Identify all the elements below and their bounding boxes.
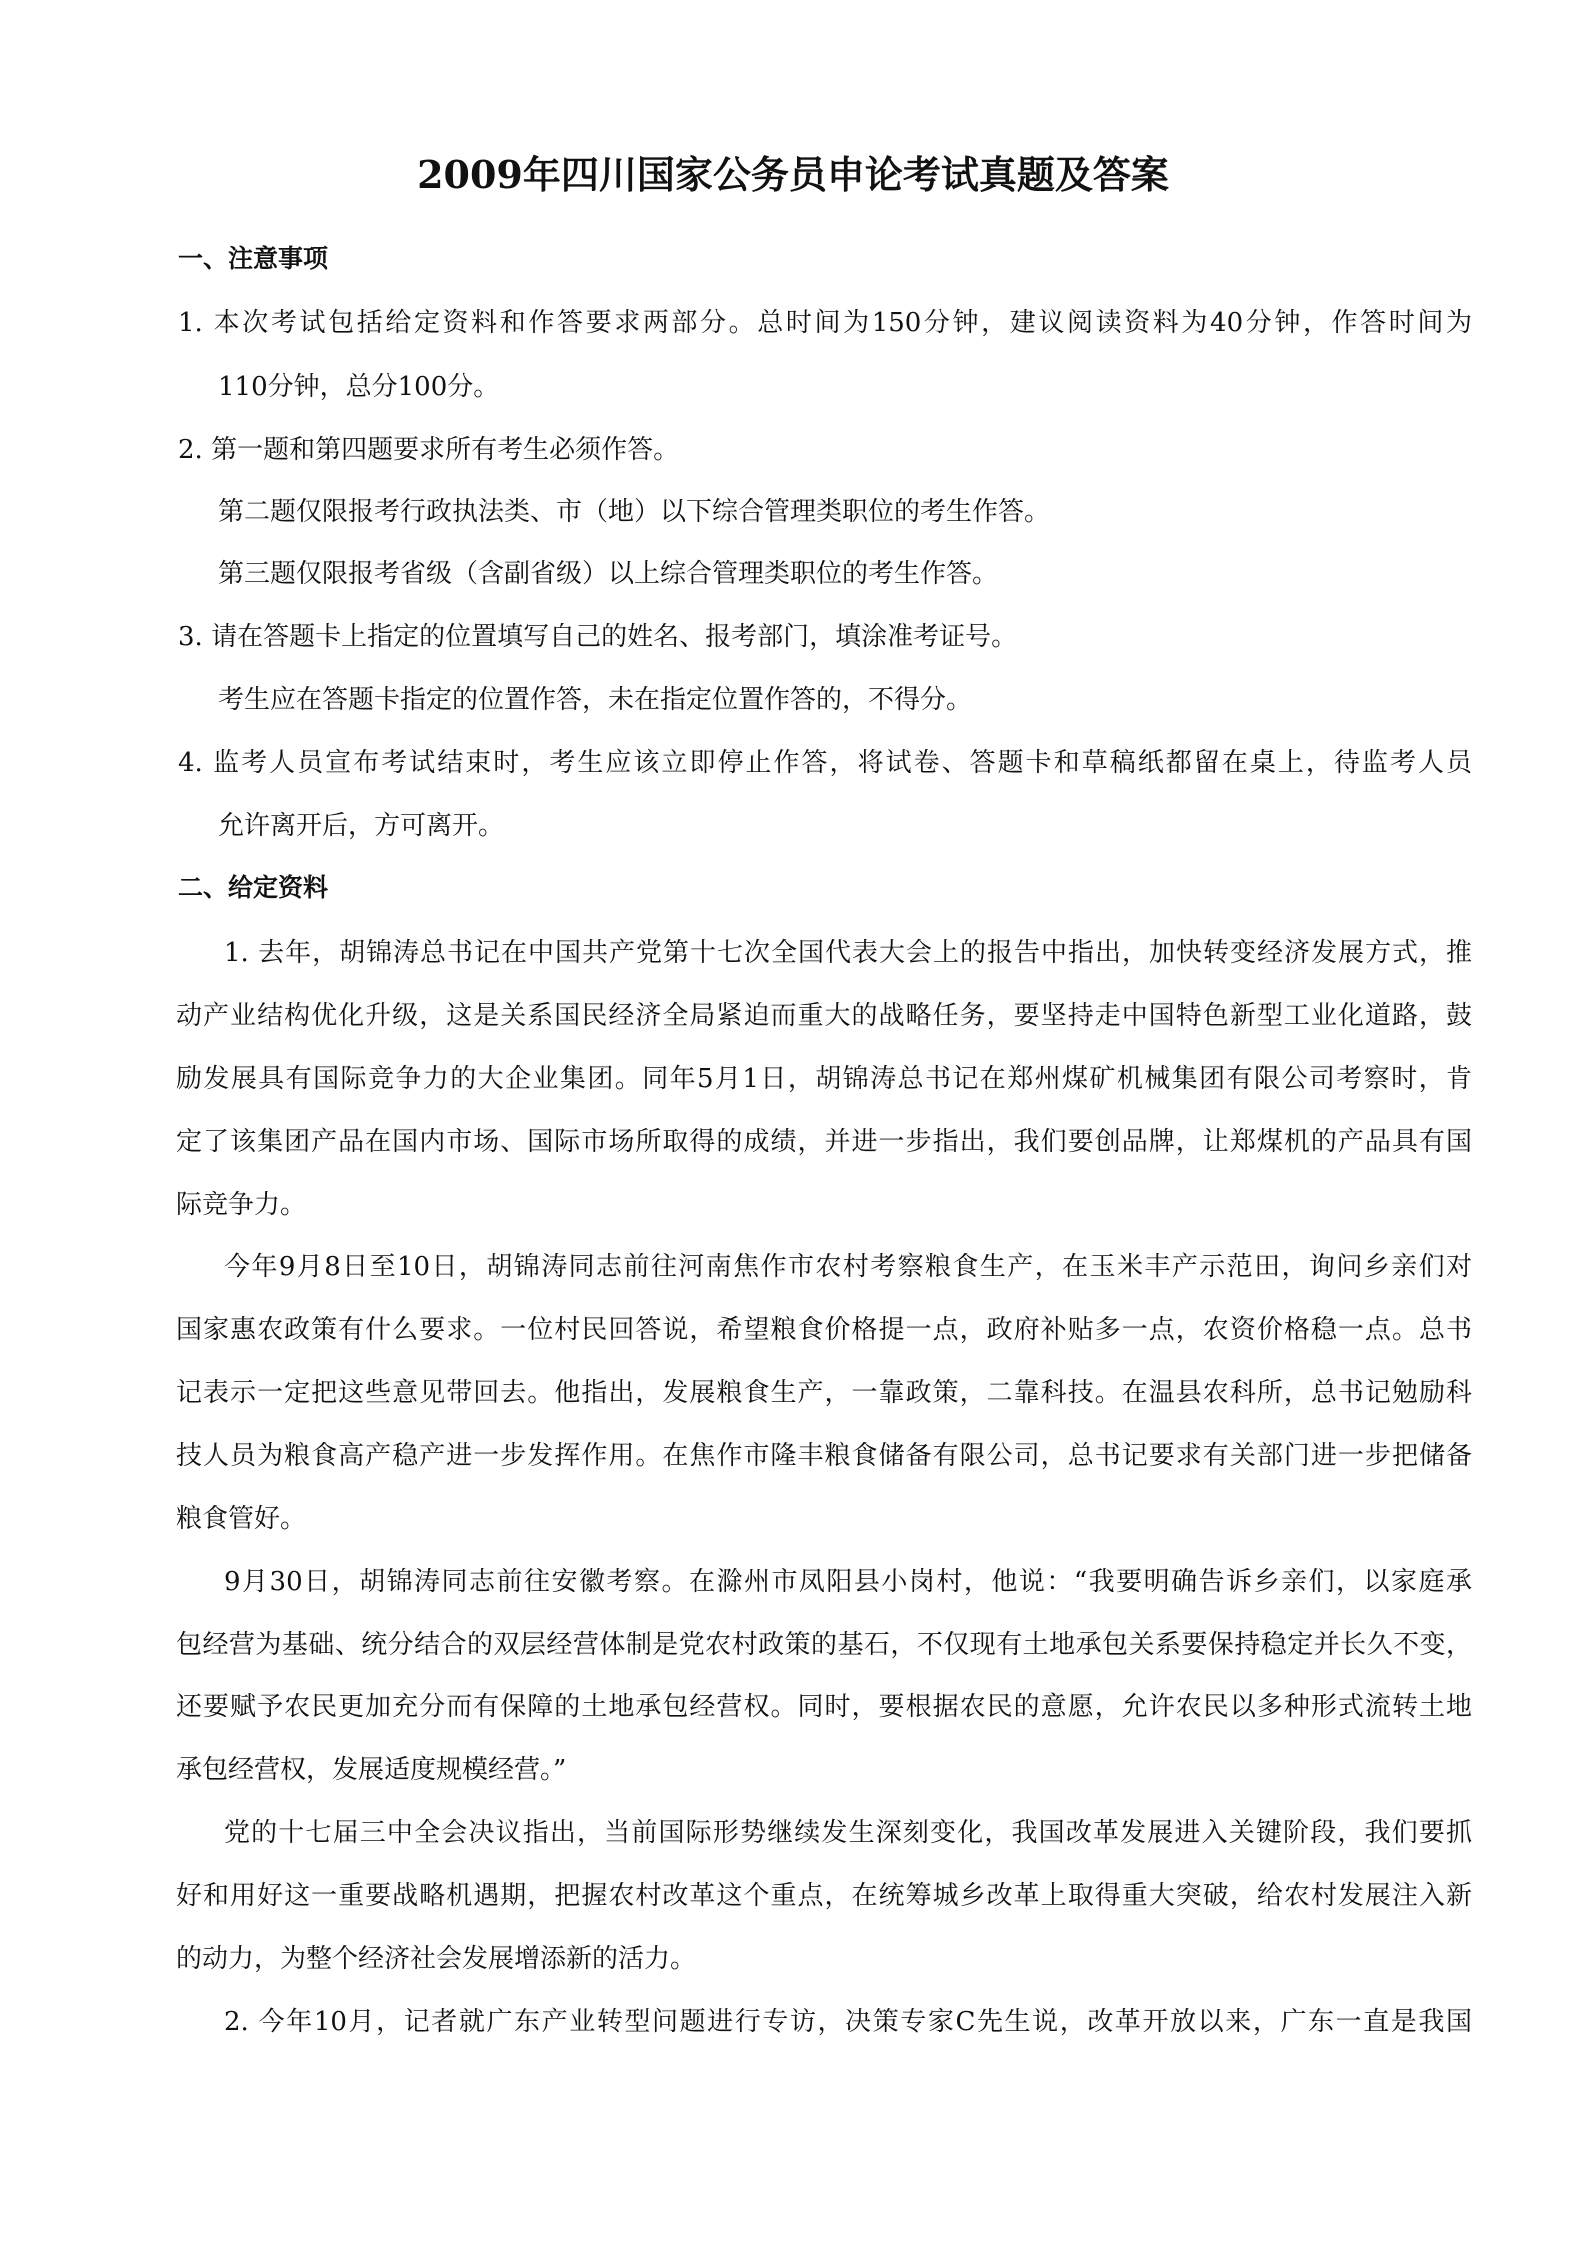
material-para-1-line-2: 动产业结构优化升级，这是关系国民经济全局紧迫而重大的战略任务，要坚持走中国特色新型工业化道路，鼓: [176, 1001, 1472, 1031]
notes-line-3: 3. 请在答题卡上指定的位置填写自己的姓名、报考部门，填涂准考证号。: [178, 622, 1018, 652]
material-para-1-line-1: 1. 去年，胡锦涛总书记在中国共产党第十七次全国代表大会上的报告中指出，加快转变经济发展方式，推: [224, 938, 1472, 968]
notes-line-2: 2. 第一题和第四题要求所有考生必须作答。: [178, 435, 680, 465]
notes-line-2-sub-1: 第二题仅限报考行政执法类、市（地）以下综合管理类职位的考生作答。: [218, 497, 1051, 527]
material-para-3-line-3: 还要赋予农民更加充分而有保障的土地承包经营权。同时，要根据农民的意愿，允许农民以多种形式流转土地: [176, 1692, 1472, 1722]
notes-line-1: 1. 本次考试包括给定资料和作答要求两部分。总时间为150分钟，建议阅读资料为40分钟，作答时间为: [178, 308, 1472, 338]
material-para-1-line-3: 励发展具有国际竞争力的大企业集团。同年5月1日，胡锦涛总书记在郑州煤矿机械集团有限公司考察时，肯: [176, 1064, 1472, 1094]
material-para-3-line-1: 9月30日，胡锦涛同志前往安徽考察。在滁州市凤阳县小岗村，他说：“我要明确告诉乡亲们，以家庭承: [224, 1567, 1472, 1597]
material-para-2-line-4: 技人员为粮食高产稳产进一步发挥作用。在焦作市隆丰粮食储备有限公司，总书记要求有关部门进一步把储备: [176, 1441, 1472, 1471]
notes-line-3-sub: 考生应在答题卡指定的位置作答，未在指定位置作答的，不得分。: [218, 685, 973, 715]
notes-line-4: 4. 监考人员宣布考试结束时，考生应该立即停止作答，将试卷、答题卡和草稿纸都留在桌上，待监考人员: [178, 748, 1472, 778]
material-para-2-line-2: 国家惠农政策有什么要求。一位村民回答说，希望粮食价格提一点，政府补贴多一点，农资价格稳一点。总书: [176, 1315, 1472, 1345]
material-para-2-line-3: 记表示一定把这些意见带回去。他指出，发展粮食生产，一靠政策，二靠科技。在温县农科所，总书记勉励科: [176, 1378, 1472, 1408]
notes-line-2-sub-2: 第三题仅限报考省级（含副省级）以上综合管理类职位的考生作答。: [218, 559, 999, 589]
notes-line-4-cont: 允许离开后，方可离开。: [218, 811, 505, 841]
section-heading-materials: 二、给定资料: [178, 873, 329, 902]
notes-line-1-cont: 110分钟，总分100分。: [218, 372, 500, 402]
material-para-3-line-2: 包经营为基础、统分结合的双层经营体制是党农村政策的基石，不仅现有土地承包关系要保持稳定并长久不变，: [176, 1630, 1472, 1660]
material-para-4-line-3: 的动力，为整个经济社会发展增添新的活力。: [176, 1944, 697, 1974]
material-para-5-line-1: 2. 今年10月，记者就广东产业转型问题进行专访，决策专家C先生说，改革开放以来，广东一直是我国: [224, 2007, 1472, 2037]
material-para-2-line-1: 今年9月8日至10日，胡锦涛同志前往河南焦作市农村考察粮食生产，在玉米丰产示范田，询问乡亲们对: [224, 1252, 1472, 1282]
material-para-4-line-2: 好和用好这一重要战略机遇期，把握农村改革这个重点，在统筹城乡改革上取得重大突破，给农村发展注入新: [176, 1881, 1472, 1911]
section-heading-notes: 一、注意事项: [178, 244, 329, 273]
material-para-1-line-4: 定了该集团产品在国内市场、国际市场所取得的成绩，并进一步指出，我们要创品牌，让郑煤机的产品具有国: [176, 1127, 1472, 1157]
material-para-4-line-1: 党的十七届三中全会决议指出，当前国际形势继续发生深刻变化，我国改革发展进入关键阶段，我们要抓: [224, 1818, 1472, 1848]
material-para-2-line-5: 粮食管好。: [176, 1504, 307, 1534]
material-para-1-line-5: 际竞争力。: [176, 1190, 307, 1220]
document-title: 2009年四川国家公务员申论考试真题及答案: [417, 152, 1169, 197]
material-para-3-line-4: 承包经营权，发展适度规模经营。”: [176, 1755, 567, 1785]
